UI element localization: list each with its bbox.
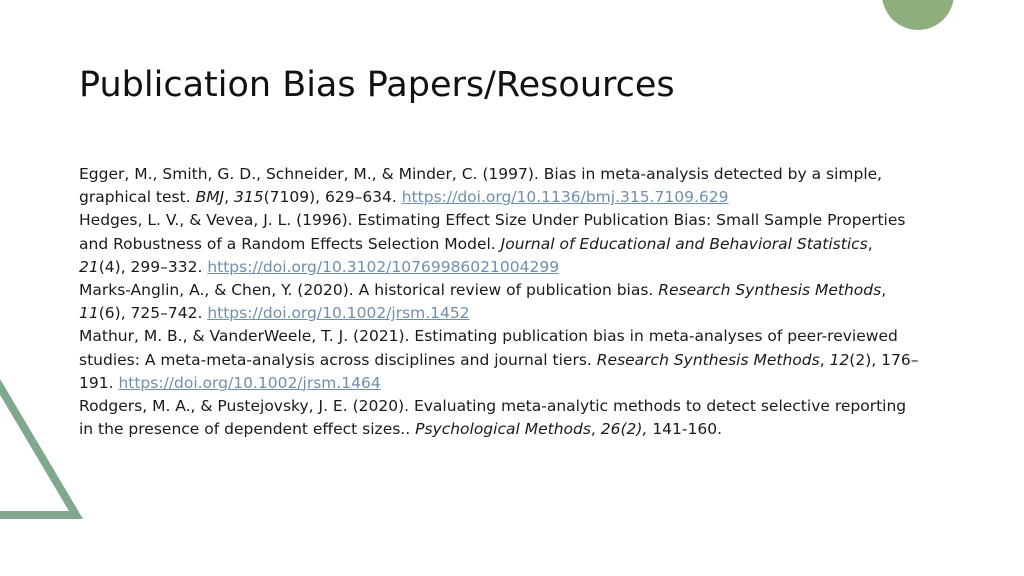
reference-marks-anglin-2020 — [79, 279, 919, 325]
doi-link[interactable]: https://doi.org/10.1002/jrsm.1452 — [207, 304, 470, 323]
reference-authors: Hedges, L. V., & Vevea, J. L. (1996). Estimating Effect Size Under Publication Bias: Small Sample Properties and Robustness of a Random Effects Selection Model. — [79, 211, 906, 253]
reference-separator: , — [224, 188, 234, 207]
page-title: Publication Bias Papers/Resources — [79, 65, 675, 105]
reference-authors: Egger, M., Smith, G. D., Schneider, M., & Minder, C. (1997). Bias in meta-analysis detected by a simple, graphical test. — [79, 165, 883, 207]
reference-separator: , — [819, 350, 830, 369]
reference-volume: 315 — [234, 188, 264, 207]
reference-volume: 11 — [79, 304, 99, 323]
reference-pages: 141-160. — [647, 420, 723, 439]
doi-link[interactable]: https://doi.org/10.1002/jrsm.1464 — [118, 373, 381, 392]
reference-journal: Research Synthesis Methods — [658, 281, 882, 300]
doi-link[interactable]: https://doi.org/10.1136/bmj.315.7109.629 — [401, 188, 729, 207]
reference-pages: (6), 725–742. — [98, 304, 208, 323]
reference-separator: , — [881, 281, 887, 300]
reference-authors: Marks-Anglin, A., & Chen, Y. (2020). A historical review of publication bias. — [79, 281, 659, 300]
reference-volume: 12 — [829, 350, 850, 369]
reference-journal: Research Synthesis Methods — [596, 350, 820, 369]
reference-pages: (4), 299–332. — [98, 257, 208, 276]
reference-mathur-2021 — [79, 325, 919, 395]
decorative-circle — [882, 0, 954, 30]
reference-separator: , — [867, 234, 873, 253]
doi-link[interactable]: https://doi.org/10.3102/10769986021004299 — [207, 257, 560, 276]
reference-volume: 26(2), — [600, 420, 648, 439]
reference-volume: 21 — [79, 257, 99, 276]
decorative-triangle — [0, 370, 90, 530]
reference-journal: Psychological Methods — [415, 420, 591, 439]
reference-list — [79, 163, 919, 441]
reference-egger-1997 — [79, 163, 919, 209]
reference-rodgers-2020 — [79, 395, 919, 441]
reference-authors: Rodgers, M. A., & Pustejovsky, J. E. (2020). Evaluating meta-analytic methods to detect selective reporting in the presence of dependent effect sizes.. — [79, 397, 907, 439]
reference-pages: (2), 176–191. — [79, 350, 919, 392]
reference-journal: Journal of Educational and Behavioral Statistics — [500, 234, 868, 253]
reference-hedges-1996 — [79, 209, 919, 279]
reference-pages: (7109), 629–634. — [263, 188, 402, 207]
reference-authors: Mathur, M. B., & VanderWeele, T. J. (2021). Estimating publication bias in meta-analyses of peer-reviewed studies: A meta-meta-analysis across disciplines and journal tiers. — [79, 327, 898, 369]
reference-separator: , — [590, 420, 601, 439]
reference-journal: BMJ — [195, 188, 225, 207]
